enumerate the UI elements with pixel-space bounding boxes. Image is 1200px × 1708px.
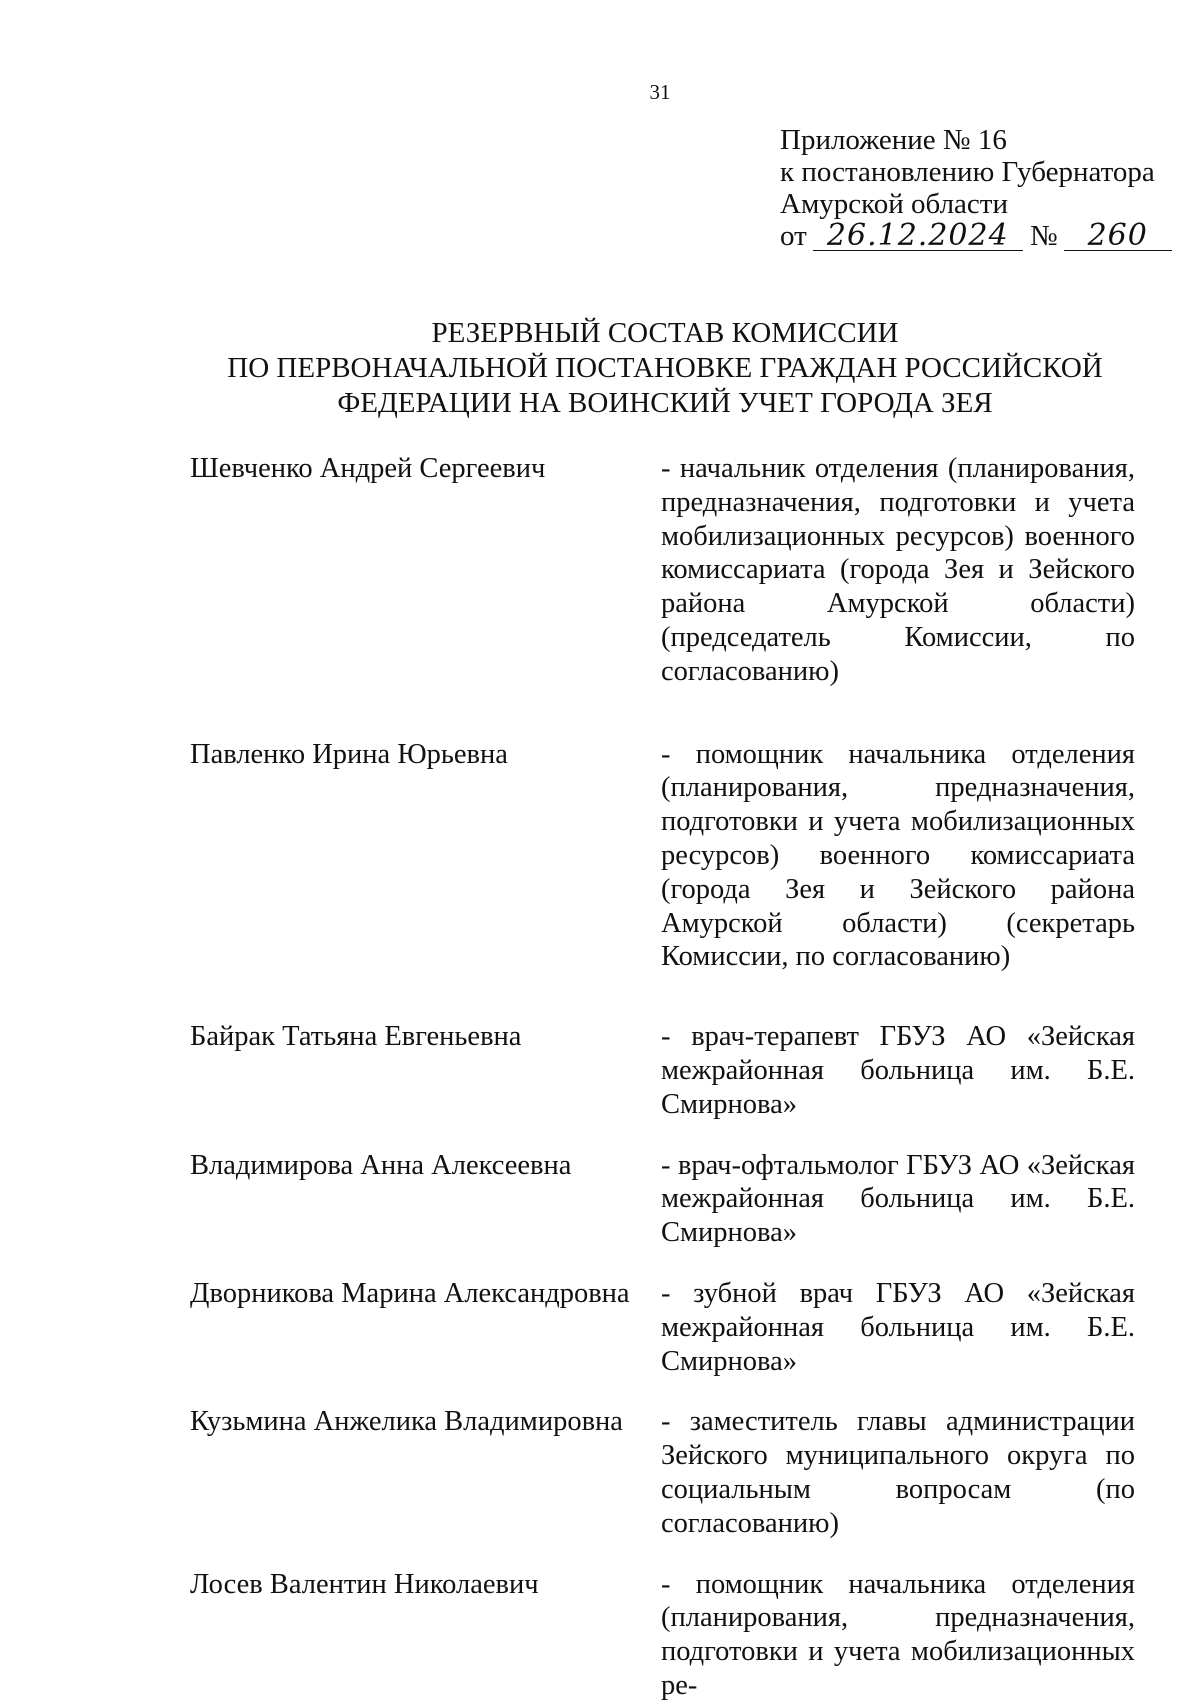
member-name: Павленко Ирина Юрьевна xyxy=(190,738,508,770)
member-role: - врач-терапевт ГБУЗ АО «Зейская межрайонная больница им. Б.Е. Смирнова» xyxy=(661,1021,1135,1120)
member-role: - врач-офтальмолог ГБУЗ АО «Зейская межрайонная больница им. Б.Е. Смирнова» xyxy=(661,1149,1135,1249)
member-name: Шевченко Андрей Сергеевич xyxy=(190,453,546,484)
member-entry xyxy=(190,1020,1135,1121)
member-role: - заместитель главы администрации Зейского муниципального округа по социальным вопросам (по согласованию) xyxy=(661,1406,1135,1539)
appendix-block xyxy=(780,124,1172,252)
member-entry xyxy=(190,452,1135,689)
member-entry xyxy=(190,1149,1135,1250)
member-role: - помощник начальника отделения (планирования, предназначения, подготовки и учета мобилизационных ресурсов) военного комиссариата (города Зея и Зейского района Амурской области) (секретарь Комиссии, по согласованию) xyxy=(661,738,1135,973)
member-entry xyxy=(190,1405,1135,1540)
title-line-1: РЕЗЕРВНЫЙ СОСТАВ КОМИССИИ xyxy=(431,317,899,349)
member-role: - помощник начальника отделения (планирования, предназначения, подготовки и учета мобилизационных ре- xyxy=(661,1568,1135,1701)
appendix-subtitle: к постановлению Губернатора xyxy=(780,156,1155,188)
member-role: - начальник отделения (планирования, предназначения, подготовки и учета мобилизационных ресурсов) военного комиссариата (города Зея и Зейского района Амурской области) (председатель Комиссии, по согласованию) xyxy=(661,453,1135,687)
member-name: Лосев Валентин Николаевич xyxy=(190,1568,539,1600)
page-number: 31 xyxy=(649,80,671,104)
handwritten-number: 260 xyxy=(1064,222,1172,251)
member-entry xyxy=(190,1277,1135,1378)
appendix-title: Приложение № 16 xyxy=(780,124,1007,156)
member-entry xyxy=(190,1568,1135,1703)
members-list xyxy=(190,452,1135,1703)
title-line-2: ПО ПЕРВОНАЧАЛЬНОЙ ПОСТАНОВКЕ ГРАЖДАН РОССИЙСКОЙ xyxy=(227,352,1103,384)
member-name: Байрак Татьяна Евгеньевна xyxy=(190,1021,522,1053)
handwritten-date: 26.12.2024 xyxy=(813,222,1023,251)
number-prefix: № xyxy=(1030,220,1058,252)
document-title xyxy=(0,316,1200,421)
member-name: Кузьмина Анжелика Владимировна xyxy=(190,1406,623,1438)
member-role: - зубной врач ГБУЗ АО «Зейская межрайонная больница им. Б.Е. Смирнова» xyxy=(661,1277,1135,1377)
title-line-3: ФЕДЕРАЦИИ НА ВОИНСКИЙ УЧЕТ ГОРОДА ЗЕЯ xyxy=(337,387,993,419)
date-prefix: от xyxy=(780,220,807,252)
appendix-date-line xyxy=(780,220,1172,252)
member-name: Дворникова Марина Александровна xyxy=(190,1277,630,1309)
member-entry xyxy=(190,738,1135,975)
member-name: Владимирова Анна Алексеевна xyxy=(190,1149,572,1181)
appendix-region: Амурской области xyxy=(780,188,1008,220)
